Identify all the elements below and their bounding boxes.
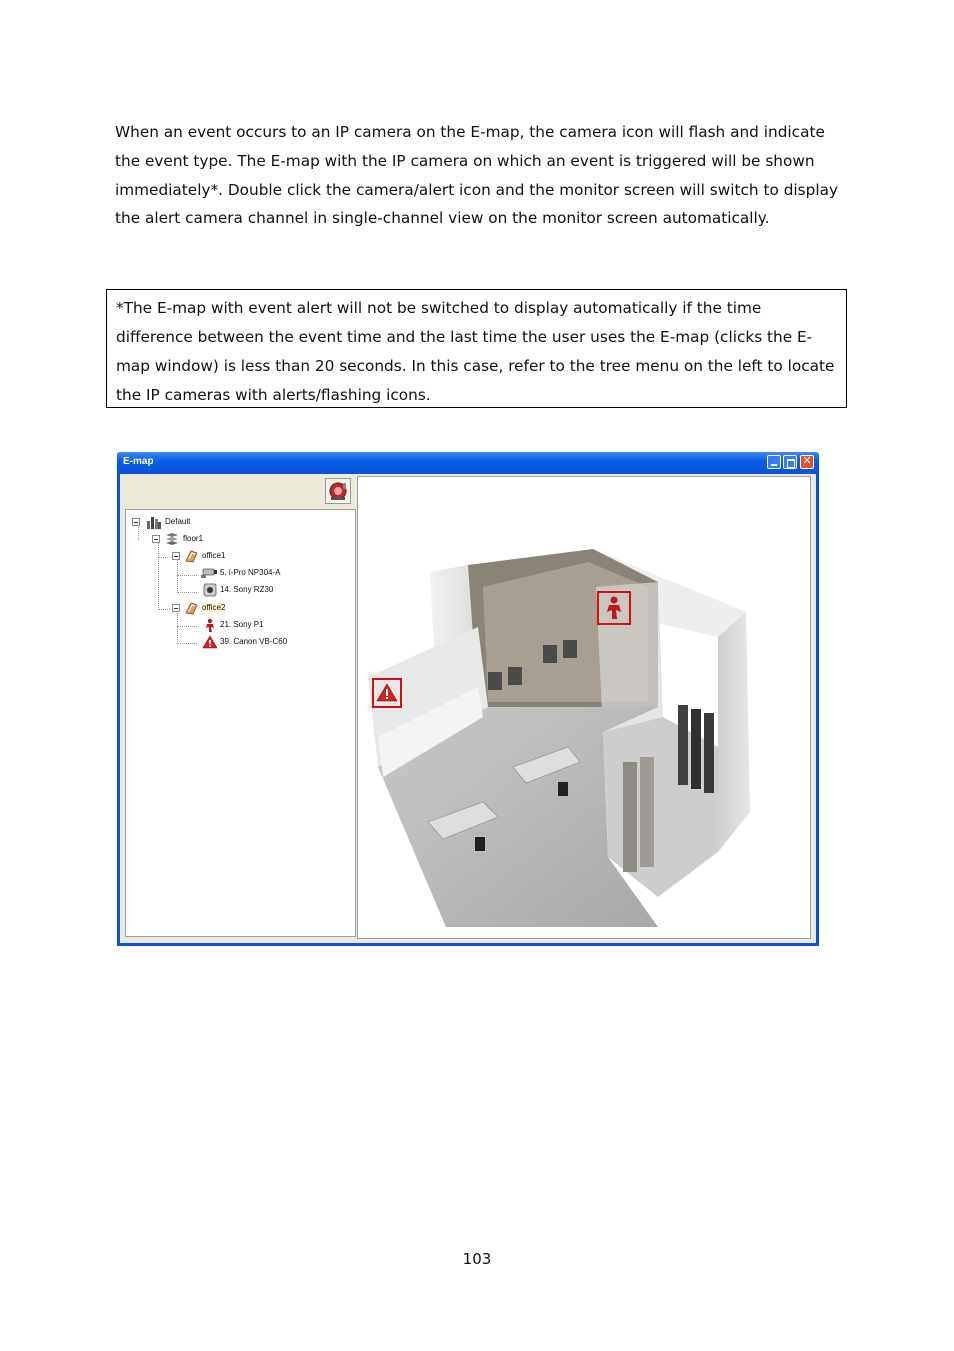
server-rack xyxy=(640,757,654,867)
emap-window xyxy=(117,452,819,946)
emap-canvas[interactable] xyxy=(357,476,811,939)
tree-label: 39. Canon VB-C60 xyxy=(220,637,288,646)
warning-alert-icon xyxy=(202,635,218,649)
note-box xyxy=(106,289,847,408)
window-client xyxy=(120,474,816,943)
tree-line xyxy=(177,643,197,644)
motion-alert-icon xyxy=(202,618,218,632)
tree-item-camera[interactable] xyxy=(200,583,350,597)
floor-stack-icon xyxy=(164,532,180,546)
body-paragraph: When an event occurs to an IP camera on the E-map, the camera icon will flash and indicate the event type. The E-map with the IP camera on which an event is triggered will be shown immediately*. Double click the camera/alert icon and the monitor screen will switch to display the alert camera channel in single-channel view on the monitor screen automatically. xyxy=(115,123,839,228)
server-rack xyxy=(704,713,714,793)
collapse-toggle[interactable] xyxy=(132,518,140,526)
tree-toolbar xyxy=(120,474,356,508)
tree-line xyxy=(158,540,159,610)
maximize-icon xyxy=(787,459,795,468)
ptz-camera-icon xyxy=(202,583,218,597)
office-map-icon xyxy=(183,601,199,615)
alarm-button[interactable] xyxy=(325,478,351,504)
city-icon xyxy=(146,515,162,529)
tree-item-camera[interactable] xyxy=(200,566,350,580)
tree-item-office2[interactable] xyxy=(168,601,268,615)
chair xyxy=(563,640,577,658)
tree-label: Default xyxy=(165,517,191,526)
window-title: E-map xyxy=(123,456,154,467)
collapse-toggle[interactable] xyxy=(172,604,180,612)
wall-right xyxy=(718,612,750,852)
tree-label: 14. Sony RZ30 xyxy=(220,585,274,594)
server-rack xyxy=(623,762,637,872)
collapse-toggle[interactable] xyxy=(172,552,180,560)
tree-line xyxy=(177,592,197,593)
tree-line xyxy=(177,626,197,627)
chair xyxy=(488,672,502,690)
minimize-button[interactable] xyxy=(767,455,781,469)
tree-label: office2 xyxy=(202,603,226,612)
alarm-icon xyxy=(326,479,350,503)
window-titlebar[interactable] xyxy=(117,452,819,473)
office-chair xyxy=(475,837,485,851)
office-map-icon xyxy=(183,549,199,563)
collapse-toggle[interactable] xyxy=(152,535,160,543)
tree-item-office1[interactable] xyxy=(168,549,268,563)
tree-line xyxy=(177,575,197,576)
close-icon: ✕ xyxy=(802,454,812,467)
bullet-camera-icon xyxy=(200,566,218,580)
server-rack xyxy=(678,705,688,785)
close-button[interactable] xyxy=(800,455,814,469)
camera-tree xyxy=(125,509,356,937)
page-number: 103 xyxy=(462,1250,492,1268)
tree-line xyxy=(177,611,178,644)
tree-label: office1 xyxy=(202,551,226,560)
tree-line xyxy=(177,559,178,593)
tree-label: 5. i-Pro NP304-A xyxy=(220,568,281,577)
note-text: *The E-map with event alert will not be switched to display automatically if the time difference between the event time and the last time the user uses the E-map (clicks the E-map window) is less than 20 seconds. In this case, refer to the tree menu on the left to locate the IP cameras with alerts/flashing icons. xyxy=(116,299,835,404)
office-floorplan-image xyxy=(358,477,810,938)
tree-label: floor1 xyxy=(183,534,204,543)
maximize-button[interactable] xyxy=(783,455,797,469)
server-rack xyxy=(691,709,701,789)
tree-label: 21. Sony P1 xyxy=(220,620,264,629)
chair xyxy=(508,667,522,685)
office-chair xyxy=(558,782,568,796)
minimize-icon xyxy=(771,464,777,466)
tree-item-camera[interactable] xyxy=(200,635,350,649)
chair xyxy=(543,645,557,663)
tree-item-default[interactable] xyxy=(128,515,248,529)
tree-item-camera[interactable] xyxy=(200,618,350,632)
tree-item-floor1[interactable] xyxy=(148,532,248,546)
